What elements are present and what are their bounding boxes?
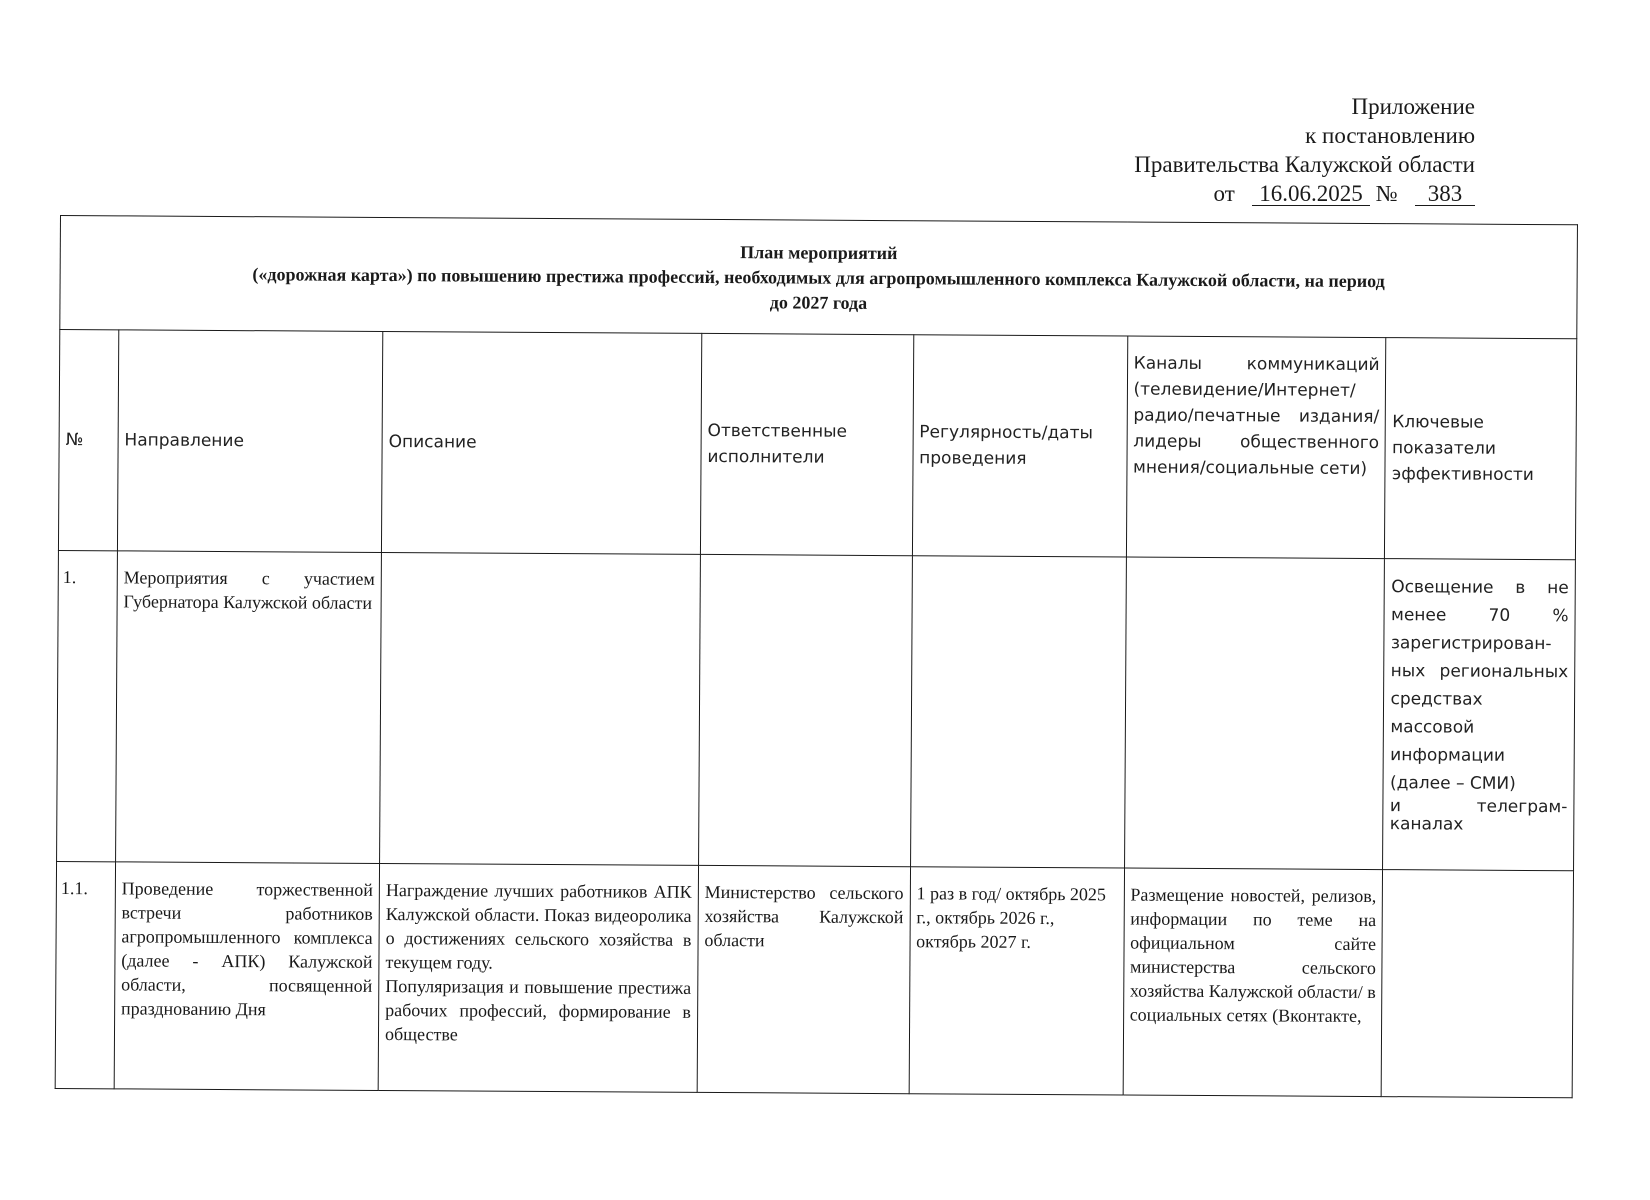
approval-number-label: № [1375,181,1398,206]
row-schedule: 1 раз в год/ октябрь 2025 г., октябрь 2026 г., октябрь 2027 г. [909,867,1124,1095]
row-description [378,863,698,1092]
column-header-responsible: Ответственные исполнители [700,333,913,555]
approval-line-resolution: к постановлению [1305,123,1475,148]
row-direction: Проведение торжественной встречи работников агропромышленного комплекса (далее - АПК) Калужской области, посвященной празднованию Дня [114,862,380,1091]
approval-block [1134,92,1475,208]
column-header-kpi: Ключевые показатели эффективности [1385,338,1577,560]
plan-title [60,216,1578,339]
row-number: 1. [57,550,118,861]
plan-title-line3: до 2027 года [769,292,868,313]
column-header-schedule: Регулярность/даты проведения [912,335,1127,557]
row-kpi-main: Освещение в не менее 70 % зарегистрирован-ных региональных средствах массовой информации (далее – СМИ) [1389,577,1569,794]
row-direction: Мероприятия с участием Губернатора Калужской области [115,551,381,864]
row-responsible: Министерство сельского хозяйства Калужской области [697,865,910,1093]
approval-line-government: Правительства Калужской области [1134,152,1475,177]
row-kpi [1383,559,1575,871]
approval-date-line [1134,179,1475,208]
row-description [380,552,701,865]
row-responsible [698,554,912,866]
table-row [57,550,1576,870]
row-kpi [1382,870,1574,1098]
row-number: 1.1. [55,861,115,1088]
approval-from-label: от [1213,181,1235,206]
column-header-channels: Каналы коммуникаций (телевидение/Интернет/ радио/печатные издания/лидеры общественного мнения/социальные сети) [1126,336,1386,559]
row-schedule [910,556,1126,868]
column-header-description: Описание [381,331,701,554]
column-header-number: № [58,330,118,551]
row-description-paragraph-1: Награждение лучших работников АПК Калужской области. Показ видеоролика о достижениях сельского хозяйства в текущем году. [385,880,692,973]
plan-title-line2: («дорожная карта») по повышению престижа профессий, необходимых для агропромышленного комплекса Калужской области, на период [252,264,1385,292]
approval-date: 16.06.2025 [1252,183,1370,206]
approval-line-appendix: Приложение [1351,94,1475,119]
roadmap-table [55,215,1578,1098]
column-header-direction: Направление [117,330,383,553]
table-header-row [58,330,1576,560]
plan-title-line1: План мероприятий [740,242,898,264]
row-channels: Размещение новостей, релизов, информации по теме на официальном сайте министерства сельского хозяйства Калужской области/ в социальных сетях (Вконтакте, [1123,868,1383,1097]
row-channels [1124,557,1385,870]
row-kpi-tail: и телеграм-каналах [1389,796,1568,835]
table-row [55,861,1573,1097]
table-title-row [60,216,1578,339]
approval-number: 383 [1415,183,1475,206]
row-description-paragraph-2: Популяризация и повышение престижа рабочих профессий, формирование в обществе [384,976,692,1045]
